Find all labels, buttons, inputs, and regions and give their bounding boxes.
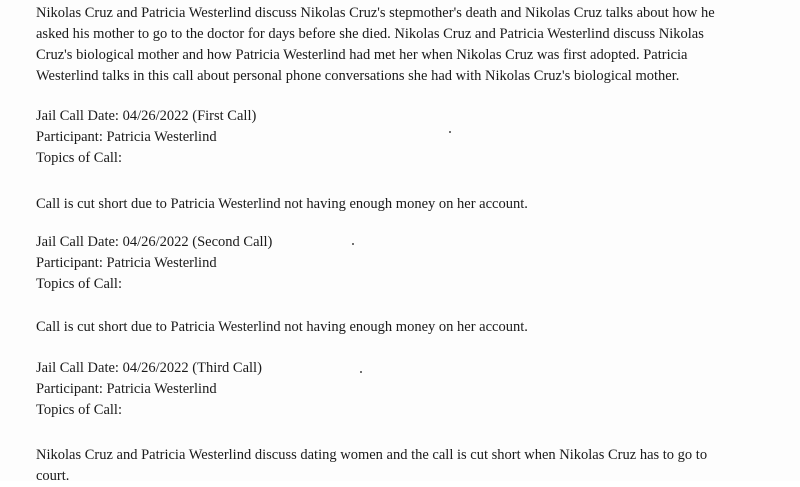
call-header-second [36,232,776,295]
call-date: Jail Call Date: 04/26/2022 (Second Call) [36,234,273,250]
call-participant: Participant: Patricia Westerlind [36,129,217,145]
intro-line: Nikolas Cruz and Patricia Westerlind discuss Nikolas Cruz's stepmother's death and Nikolas Cruz talks about how he [36,5,715,21]
call-summary-second [36,317,776,338]
intro-paragraph [36,3,776,87]
intro-line: Cruz's biological mother and how Patricia Westerlind had met her when Nikolas Cruz was first adopted. Patricia [36,47,688,63]
call-summary-first [36,194,776,215]
scan-speck [449,131,451,133]
intro-line: asked his mother to go to the doctor for days before she died. Nikolas Cruz and Patricia Westerlind discuss Nikolas [36,26,704,42]
intro-line: Westerlind talks in this call about personal phone conversations she had with Nikolas Cruz's biological mother. [36,68,680,84]
call-date: Jail Call Date: 04/26/2022 (First Call) [36,108,257,124]
call-topics-label: Topics of Call: [36,402,122,418]
call-participant: Participant: Patricia Westerlind [36,381,217,397]
call-topics-label: Topics of Call: [36,276,122,292]
call-topics-label: Topics of Call: [36,150,122,166]
scan-speck [360,371,362,373]
call-summary-line: court. [36,468,70,484]
call-summary-line: Call is cut short due to Patricia Westerlind not having enough money on her account. [36,319,528,335]
scan-speck [352,243,354,245]
call-date: Jail Call Date: 04/26/2022 (Third Call) [36,360,262,376]
call-header-first [36,106,776,169]
call-participant: Participant: Patricia Westerlind [36,255,217,271]
call-summary-line: Call is cut short due to Patricia Westerlind not having enough money on her account. [36,196,528,212]
call-summary-line: Nikolas Cruz and Patricia Westerlind discuss dating women and the call is cut short when Nikolas Cruz has to go to [36,447,708,463]
call-header-third [36,358,776,421]
